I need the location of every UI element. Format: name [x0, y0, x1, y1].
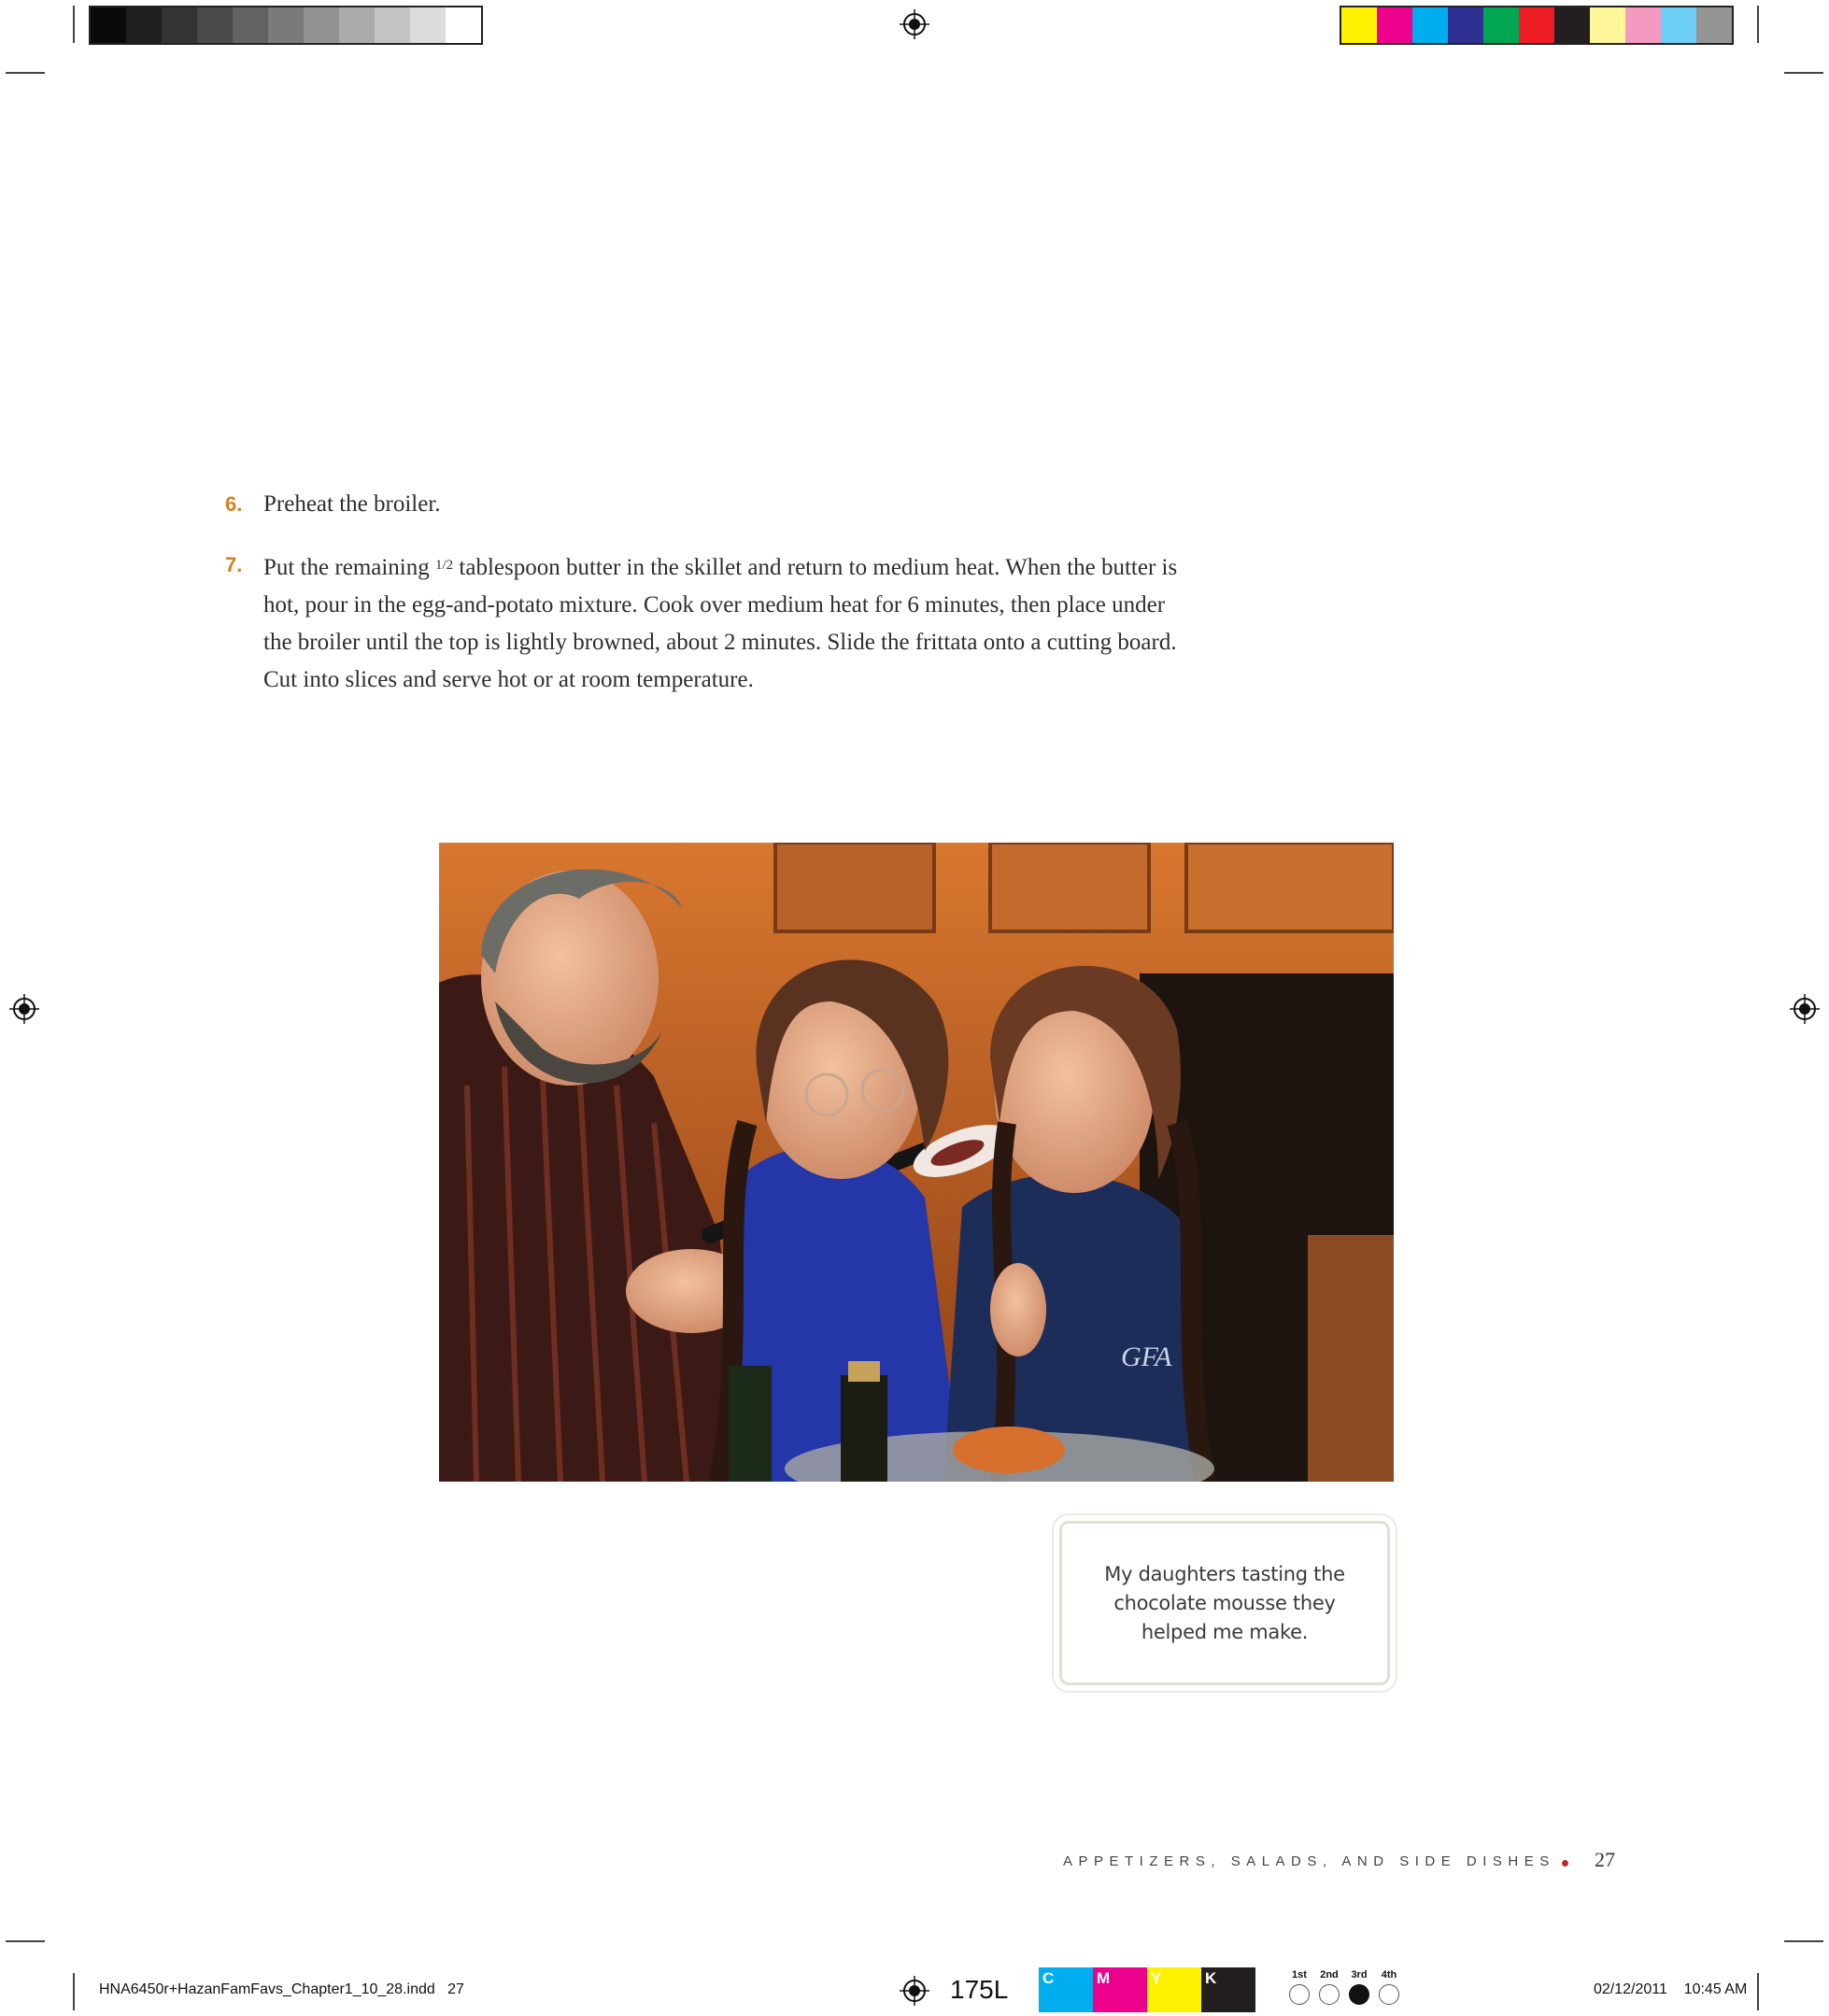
crop-mark	[1757, 1973, 1759, 2010]
page-number: 27	[1595, 1848, 1615, 1871]
shirt-logo: GFA	[1121, 1342, 1172, 1372]
recipe-step	[225, 486, 1197, 523]
color-swatch	[1554, 7, 1590, 43]
photo-caption-frame	[1059, 1521, 1390, 1685]
recipe-step	[225, 547, 1197, 699]
step-number: 6.	[225, 492, 243, 516]
step-text-part: Put the remaining	[263, 555, 435, 580]
crop-mark	[6, 72, 45, 74]
slug-file-name: HNA6450r+HazanFamFavs_Chapter1_10_28.indd	[99, 1981, 435, 1997]
color-swatch	[1519, 7, 1554, 43]
run-indicator	[1377, 1969, 1401, 2005]
crop-mark	[73, 6, 75, 43]
run-indicator	[1287, 1969, 1311, 2005]
plate-yellow: Y	[1147, 1967, 1201, 2012]
run-circle	[1379, 1984, 1399, 2005]
crop-mark	[1784, 1940, 1823, 1942]
plate-magenta: M	[1093, 1967, 1147, 2012]
run-label: 1st	[1292, 1969, 1307, 1981]
plate-cyan: C	[1039, 1967, 1093, 2012]
family-photo	[439, 843, 1394, 1482]
step-text-part: tablespoon butter in the skillet and return to medium heat. When the butter is hot, pour in the egg-and-potato mixture. Cook over medium heat for 6 minutes, then place under the broiler until the top is lightly browned, about 2 minutes. Slide the frittata onto a cutting board. Cut into slices and serve hot or at room temperature.	[263, 555, 1178, 692]
slug-file-page: 27	[447, 1981, 464, 1997]
color-swatch	[162, 7, 197, 43]
color-swatch	[233, 7, 268, 43]
color-swatch	[446, 7, 481, 43]
run-indicator	[1347, 1969, 1371, 2005]
color-swatch	[304, 7, 339, 43]
plate-code: 175L	[950, 1975, 1009, 2004]
process-color-bar	[1340, 6, 1734, 45]
color-swatch	[1448, 7, 1483, 43]
color-swatch	[126, 7, 162, 43]
color-swatch	[1625, 7, 1661, 43]
color-swatch	[1483, 7, 1519, 43]
color-swatch	[1696, 7, 1732, 43]
run-label: 2nd	[1320, 1969, 1339, 1981]
running-head-bullet	[1562, 1860, 1568, 1867]
run-label: 4th	[1381, 1969, 1397, 1981]
color-swatch	[268, 7, 304, 43]
crop-mark	[1757, 6, 1759, 43]
photo-caption: My daughters tasting the chocolate mousse they helped me make.	[1104, 1562, 1345, 1643]
color-swatch	[410, 7, 446, 43]
step-text: Preheat the broiler.	[263, 491, 441, 517]
slug-file-info	[99, 1981, 464, 1998]
color-swatch	[197, 7, 233, 43]
slug-date: 02/12/2011	[1594, 1981, 1667, 1997]
slug-time: 10:45 AM	[1683, 1981, 1748, 1997]
color-swatch	[1412, 7, 1448, 43]
color-swatch	[1377, 7, 1412, 43]
step-text	[263, 547, 1197, 699]
registration-mark-icon	[9, 994, 39, 1024]
proof-run-indicators	[1287, 1969, 1401, 2005]
crop-mark	[1784, 72, 1823, 74]
run-indicator	[1317, 1969, 1341, 2005]
running-head: APPETIZERS, SALADS, AND SIDE DISHES	[1063, 1853, 1555, 1869]
photo-illustration	[439, 843, 1394, 1482]
crop-mark	[6, 1940, 45, 1942]
step-number: 7.	[225, 553, 243, 576]
grayscale-color-bar	[89, 6, 483, 45]
registration-mark-icon	[900, 1976, 929, 2006]
slug-timestamp	[1594, 1981, 1747, 1998]
run-label: 3rd	[1351, 1969, 1368, 1981]
registration-mark-icon	[900, 9, 929, 39]
color-swatch	[1590, 7, 1625, 43]
plate-black: K	[1201, 1967, 1255, 2012]
plate-color-strip	[1039, 1967, 1255, 2012]
run-circle	[1319, 1984, 1340, 2005]
color-swatch	[1341, 7, 1377, 43]
fraction: 1/2	[435, 558, 454, 573]
run-circle	[1289, 1984, 1310, 2005]
color-swatch	[1661, 7, 1696, 43]
run-circle-filled	[1349, 1984, 1369, 2005]
color-swatch	[339, 7, 375, 43]
registration-mark-icon	[1790, 994, 1820, 1024]
color-swatch	[375, 7, 410, 43]
color-swatch	[91, 7, 126, 43]
crop-mark	[73, 1973, 75, 2010]
